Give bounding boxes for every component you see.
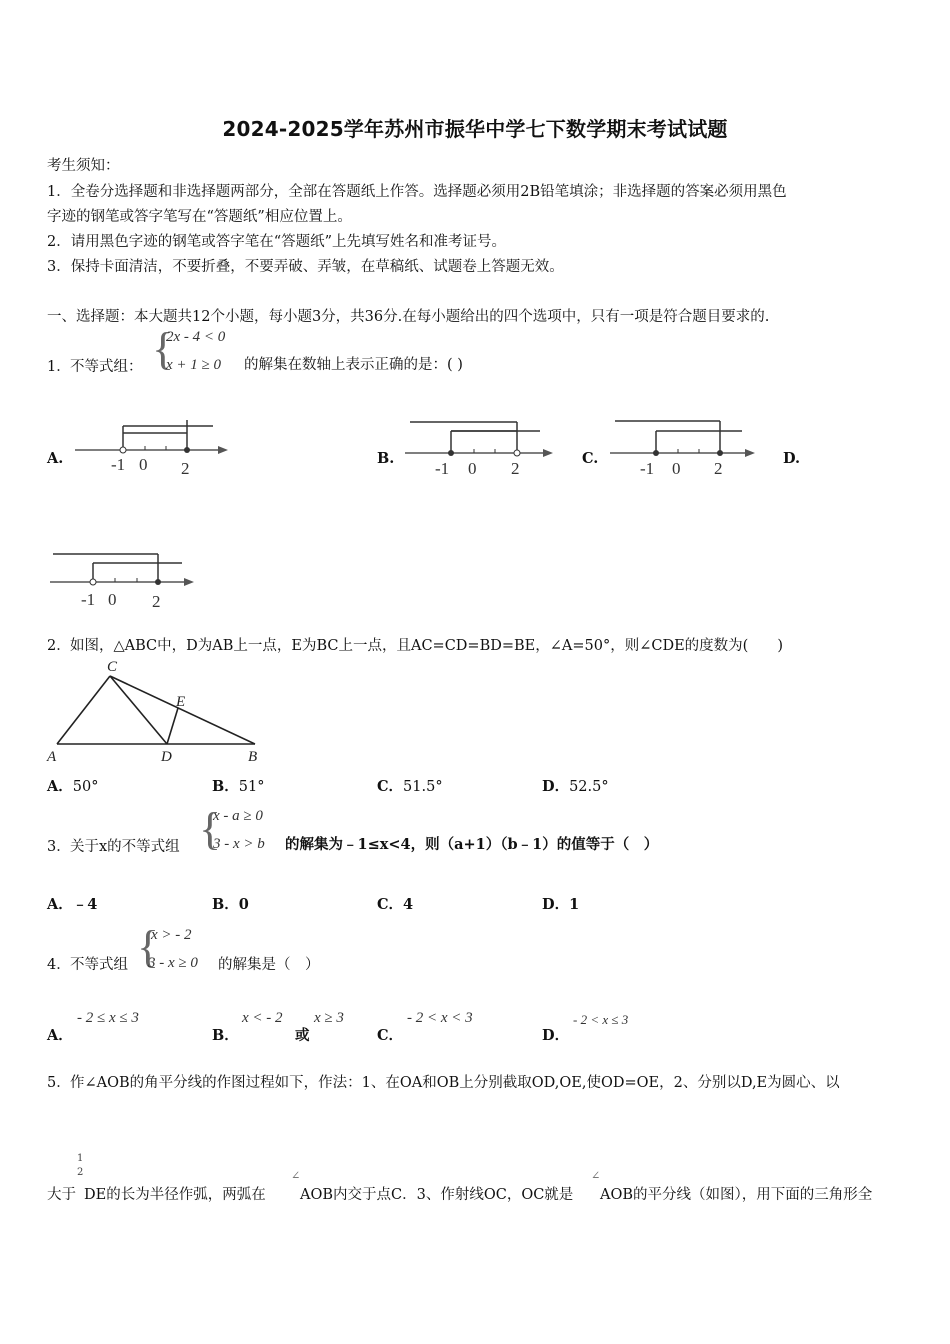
- q3-inequality-2: 3 - x > b: [213, 836, 265, 852]
- option-label: A．: [47, 778, 73, 795]
- option-label: B．: [212, 896, 239, 913]
- q4-number: 4．: [47, 957, 71, 973]
- q2-number: 2．: [47, 638, 71, 654]
- q4-option-b-or: 或: [295, 1027, 310, 1044]
- q4-option-b-value-a: x < - 2: [242, 1010, 283, 1026]
- q3-brace: {: [199, 803, 222, 854]
- q4-inequality-1: x > - 2: [151, 927, 192, 943]
- option-value: 0: [238, 896, 249, 913]
- section-heading: 一、选择题：本大题共12个小题，每小题3分，共36分.在每小题给出的四个选项中，只有一项是符合题目要求的.: [47, 309, 770, 325]
- axis-label: 0: [108, 590, 117, 609]
- option-label: D．: [542, 778, 570, 795]
- q4-option-d-value: - 2 < x ≤ 3: [573, 1012, 629, 1027]
- q1-prefix: 不等式组：: [70, 359, 143, 375]
- q1-number: 1．: [47, 359, 71, 375]
- axis-label: 0: [672, 459, 681, 478]
- option-value: 52.5°: [569, 779, 609, 795]
- q4-inequality-2: 3 - x ≥ 0: [148, 955, 198, 971]
- axis-label: 0: [139, 455, 148, 474]
- q5-line-2a: 大于: [47, 1187, 76, 1203]
- q4-option-c-value: - 2 < x < 3: [407, 1010, 473, 1026]
- q3-number: 3．: [47, 839, 71, 855]
- q3-option-a[interactable]: [47, 893, 97, 914]
- axis-label: -1: [111, 455, 126, 474]
- label-d: D: [161, 749, 172, 765]
- label-b: B: [248, 749, 258, 765]
- fraction-denominator: 2: [77, 1167, 84, 1178]
- q3-prefix: 关于x的不等式组: [70, 839, 180, 855]
- option-value: ﹣4: [72, 896, 98, 913]
- option-label: D．: [542, 896, 570, 913]
- axis-label: 0: [468, 459, 477, 478]
- axis-label: 2: [181, 459, 190, 478]
- q2-option-b[interactable]: [212, 775, 264, 796]
- label-a: A: [47, 749, 57, 765]
- q5-number: 5．: [47, 1075, 71, 1091]
- option-label: A．: [47, 896, 73, 913]
- q4-option-b-value-b: x ≥ 3: [314, 1010, 344, 1026]
- label-c: C: [107, 659, 118, 675]
- option-value: 51.5°: [403, 779, 443, 795]
- q1-option-a-number-line: [75, 412, 235, 478]
- angle-icon: ∠: [591, 1169, 601, 1182]
- q3-suffix: 的解集为﹣1≤x<4，则（a+1）（b﹣1）的值等于（ ）: [285, 836, 659, 853]
- q4-option-b-label[interactable]: B．: [212, 1027, 239, 1044]
- option-value: 51°: [238, 779, 265, 795]
- option-value: 1: [569, 896, 580, 913]
- axis-label: 2: [511, 459, 520, 478]
- q1-inequality-1: 2x - 4 < 0: [166, 329, 226, 345]
- q1-option-b-number-line: [405, 412, 565, 478]
- axis-label: -1: [435, 459, 450, 478]
- notice-item-2: 2．请用黑色字迹的钢笔或答字笔在“答题纸”上先填写姓名和准考证号。: [47, 234, 507, 250]
- q1-inequality-2: x + 1 ≥ 0: [166, 357, 222, 373]
- q1-option-d-label[interactable]: D.: [783, 450, 801, 467]
- q4-brace: {: [137, 921, 160, 972]
- q4-option-c-label[interactable]: C．: [377, 1027, 404, 1044]
- q5-line-1: 作∠AOB的角平分线的作图过程如下，作法：1、在OA和OB上分别截取OD,OE,使OD=OE，2、分别以D,E为圆心、以: [70, 1075, 840, 1091]
- page-title: 2024-2025学年苏州市振华中学七下数学期末考试试题: [222, 117, 728, 141]
- q4-prefix: 不等式组: [70, 957, 128, 973]
- q5-line-2c: AOB内交于点C．3、作射线OC，OC就是: [300, 1187, 574, 1203]
- option-label: C．: [377, 896, 404, 913]
- label-e: E: [176, 694, 186, 710]
- q2-option-c[interactable]: [377, 775, 443, 796]
- q1-brace: {: [152, 323, 175, 374]
- notice-item-1: 1．全卷分选择题和非选择题两部分，全部在答题纸上作答。选择题必须用2B铅笔填涂；非选择题的答案必须用黑色: [47, 184, 787, 200]
- axis-label: 2: [714, 459, 723, 478]
- option-label: B．: [212, 778, 239, 795]
- q2-text: 如图，△ABC中，D为AB上一点，E为BC上一点，且AC=CD=BD=BE，∠A=50°，则∠CDE的度数为( ): [70, 638, 783, 654]
- axis-label: -1: [81, 590, 96, 609]
- q3-inequality-1: x - a ≥ 0: [213, 808, 263, 824]
- q1-option-b-label[interactable]: B.: [377, 450, 395, 467]
- fraction-numerator: 1: [77, 1153, 84, 1164]
- option-label: C．: [377, 778, 404, 795]
- q3-option-d[interactable]: [542, 893, 579, 914]
- q4-option-d-label[interactable]: D．: [542, 1027, 570, 1044]
- q1-option-a-label[interactable]: A.: [47, 450, 64, 467]
- q5-line-2d: AOB的平分线（如图），用下面的三角形全: [600, 1187, 873, 1203]
- notice-heading: 考生须知：: [47, 158, 120, 174]
- q1-option-c-label[interactable]: C.: [582, 450, 599, 467]
- q1-option-c-number-line: [610, 412, 770, 478]
- q5-line-2b: DE的长为半径作弧，两弧在: [84, 1187, 266, 1203]
- q3-option-c[interactable]: [377, 893, 413, 914]
- angle-icon: ∠: [291, 1169, 301, 1182]
- axis-label: -1: [640, 459, 655, 478]
- notice-item-3: 3．保持卡面清洁，不要折叠，不要弄破、弄皱，在草稿纸、试题卷上答题无效。: [47, 259, 564, 275]
- axis-label: 2: [152, 592, 161, 611]
- q2-option-d[interactable]: [542, 775, 609, 796]
- q5-fraction: [77, 1152, 83, 1180]
- q4-option-a-label[interactable]: A．: [47, 1027, 73, 1044]
- q4-option-a-value: - 2 ≤ x ≤ 3: [77, 1010, 139, 1026]
- q2-triangle-figure: [45, 656, 270, 766]
- option-value: 4: [403, 896, 414, 913]
- q1-suffix: 的解集在数轴上表示正确的是：( ): [244, 357, 463, 373]
- q1-option-d-number-line: [48, 545, 208, 611]
- q2-option-a[interactable]: [47, 775, 98, 796]
- notice-item-1-cont: 字迹的钢笔或答字笔写在“答题纸”相应位置上。: [47, 209, 352, 225]
- q3-option-b[interactable]: [212, 893, 249, 914]
- option-value: 50°: [72, 779, 99, 795]
- q4-suffix: 的解集是（ ）: [218, 957, 320, 973]
